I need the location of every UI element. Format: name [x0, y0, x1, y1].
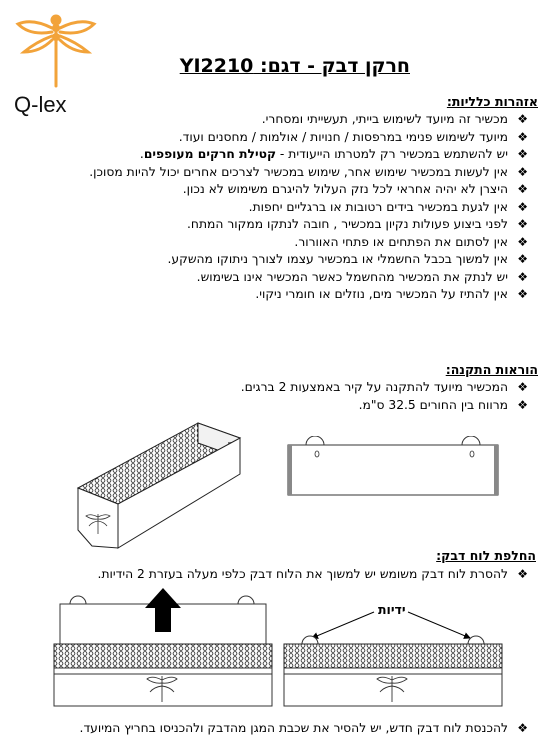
- replacement-list: [98, 566, 528, 584]
- handles-label: ידיות: [378, 602, 406, 617]
- list-item: ❖ מיועד לשימוש פנימי במרפסות / חנויות / אולמות / מחסנים ועוד.: [89, 129, 528, 147]
- diamond-bullet-icon: ❖: [517, 182, 528, 196]
- list-item: ❖ אין להתיז על המכשיר מים, נוזלים או חומרי ניקוי.: [89, 286, 528, 304]
- wall-mount-illustration: [286, 436, 502, 498]
- list-item: ❖ מרווח בין החורים 32.5 ס"מ.: [241, 397, 528, 415]
- list-item: ❖ יש לנתק את המכשיר מהחשמל כאשר המכשיר אינו בשימוש.: [89, 269, 528, 287]
- up-arrow-icon: [145, 588, 181, 632]
- logo: [10, 8, 102, 120]
- diamond-bullet-icon: ❖: [517, 147, 528, 161]
- list-item: ❖ יש להשתמש במכשיר רק למטרתו הייעודית - קטילת חרקים מעופפים.: [89, 146, 528, 164]
- page-title: חרקן דבק - דגם: YI2210: [179, 55, 410, 77]
- diamond-bullet-icon: ❖: [517, 269, 528, 284]
- diamond-bullet-icon: ❖: [517, 129, 528, 144]
- list-item: ❖ היצרן לא יהיה אחראי לכל נזק העלול להיגרם משימוש לא נכון.: [89, 181, 528, 199]
- list-item: ❖ להסרת לוח דבק משומש יש למשוך את הלוח דבק כלפי מעלה בעזרת 2 הידיות.: [98, 566, 528, 584]
- brand-name: Q-lex: [14, 92, 67, 117]
- list-item: ❖ לפני ביצוע פעולות נקיון במכשיר , חובה לנתקו ממקור המתח.: [89, 216, 528, 234]
- dragonfly-icon: [10, 8, 102, 88]
- diamond-bullet-icon: ❖: [517, 164, 528, 179]
- installation-heading: הוראות התקנה:: [445, 362, 538, 377]
- diamond-bullet-icon: ❖: [517, 397, 528, 412]
- list-item: ❖ להכנסת לוח דבק חדש, יש להסיר את שכבת המגן מהדבק ולהכניסו בחריץ המיועד.: [80, 720, 528, 738]
- diamond-bullet-icon: ❖: [517, 287, 528, 301]
- diamond-bullet-icon: ❖: [517, 112, 528, 126]
- diamond-bullet-icon: ❖: [517, 567, 528, 581]
- diamond-bullet-icon: ❖: [517, 199, 528, 214]
- warnings-list: [89, 111, 528, 304]
- replacement-footer-list: [80, 720, 528, 738]
- diamond-bullet-icon: ❖: [517, 217, 528, 231]
- device-3d-illustration: [70, 418, 248, 550]
- handles-illustration: [282, 598, 504, 710]
- list-item: ❖ אין למשוך בכבל החשמלי או במכשיר עצמו לצורך ניתוקו מהשקע.: [89, 251, 528, 269]
- list-item: ❖ אין לגעת במכשיר בידים רטובות או ברגליים יחפות.: [89, 199, 528, 217]
- installation-list: [241, 379, 528, 414]
- list-item: ❖ אין לעשות במכשיר שימוש אחר, שימוש במכשיר לצרכים אחרים יכול להיות מסוכן.: [89, 164, 528, 182]
- list-item: ❖ אין לסתום את הפתחים או פתחי האוורור.: [89, 234, 528, 252]
- replacement-heading: החלפת לוח דבק:: [436, 548, 536, 563]
- warnings-heading: אזהרות כלליות:: [446, 94, 538, 109]
- diamond-bullet-icon: ❖: [517, 234, 528, 249]
- diamond-bullet-icon: ❖: [517, 721, 528, 735]
- diamond-bullet-icon: ❖: [517, 252, 528, 266]
- list-item: ❖ המכשיר מיועד להתקנה על קיר באמצעות 2 ברגים.: [241, 379, 528, 397]
- list-item: ❖ מכשיר זה מיועד לשימוש בייתי, תעשייתי ומסחרי.: [89, 111, 528, 129]
- diamond-bullet-icon: ❖: [517, 380, 528, 394]
